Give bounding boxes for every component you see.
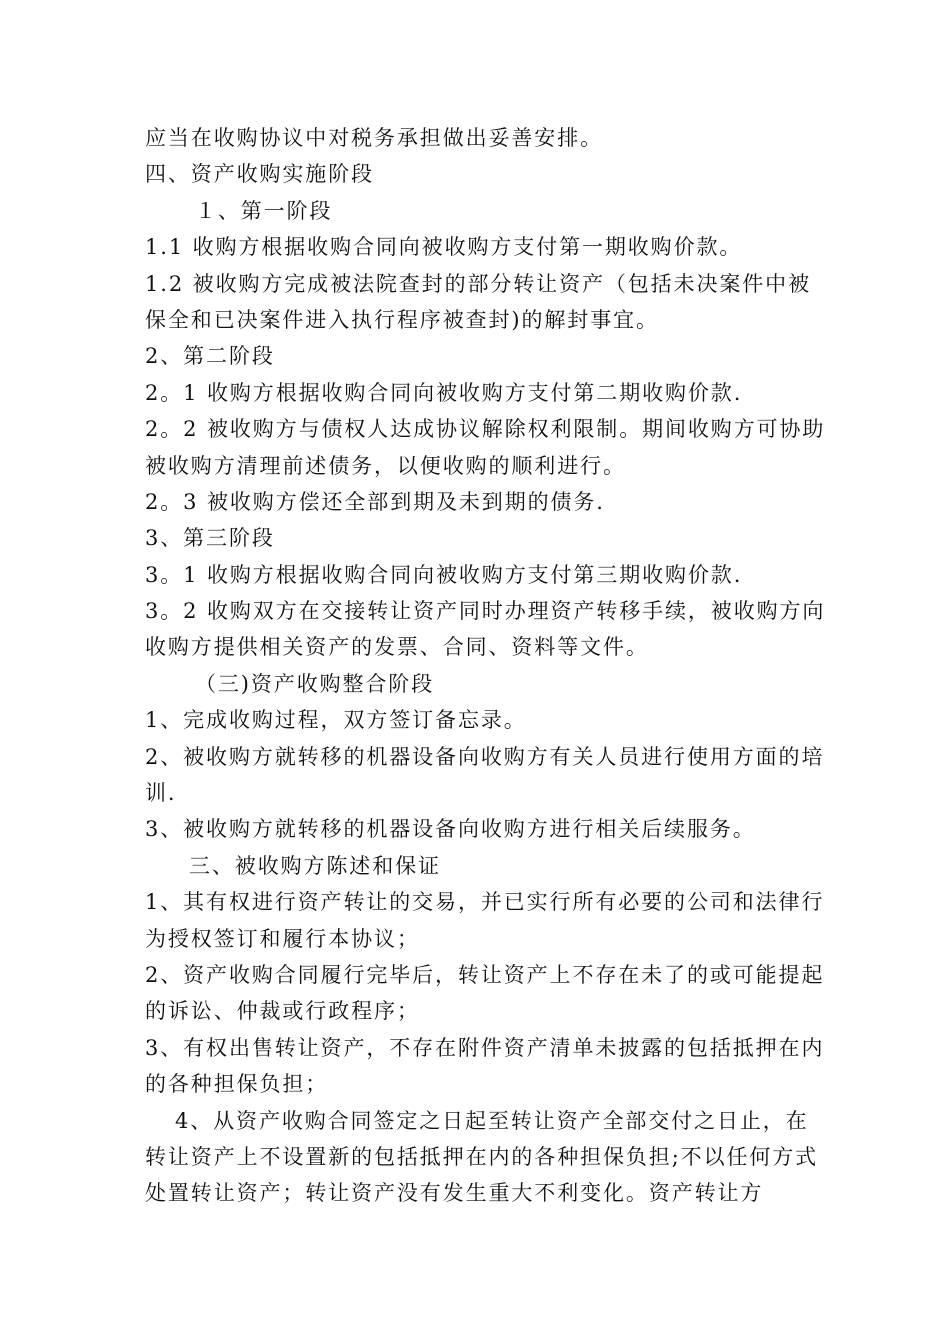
section-heading: 三、被收购方陈述和保证	[189, 853, 441, 878]
text-line: 3。2 收购双方在交接转让资产同时办理资产转移手续，被收购方向	[145, 599, 826, 624]
text-line: 为授权签订和履行本协议；	[145, 926, 420, 951]
text-line: 1.1 收购方根据收购合同向被收购方支付第一期收购价款。	[145, 235, 743, 260]
text-line: 3、有权出售转让资产，不存在附件资产清单未披露的包括抵押在内	[145, 1035, 825, 1060]
text-line: 收购方提供相关资产的发票、合同、资料等文件。	[145, 635, 649, 660]
text-line: 保全和已决案件进入执行程序被查封)的解封事宜。	[145, 307, 659, 332]
subsection-heading: 2、第二阶段	[145, 344, 275, 369]
text-line: 3。1 收购方根据收购合同向被收购方支付第三期收购价款.	[145, 562, 743, 587]
text-line: 1、其有权进行资产转让的交易，并已实行所有必要的公司和法律行	[145, 890, 825, 915]
text-line: 1.2 被收购方完成被法院查封的部分转让资产（包括未决案件中被	[145, 271, 811, 296]
text-line: 转让资产上不设置新的包括抵押在内的各种担保负担;不以任何方式	[145, 1144, 819, 1169]
text-line: 应当在收购协议中对税务承担做出妥善安排。	[145, 126, 603, 150]
text-line: 被收购方清理前述债务，以便收购的顺利进行。	[145, 453, 626, 478]
text-line: 2。1 收购方根据收购合同向被收购方支付第二期收购价款.	[145, 380, 743, 405]
subsection-heading: 3、第三阶段	[145, 526, 275, 551]
text-line: 2、资产收购合同履行完毕后，转让资产上不存在未了的或可能提起	[145, 962, 825, 987]
text-line: 2。3 被收购方偿还全部到期及未到期的债务.	[145, 489, 605, 514]
text-line: 处置转让资产；转让资产没有发生重大不利变化。资产转让方	[145, 1181, 764, 1206]
text-line: 3、被收购方就转移的机器设备向收购方进行相关后续服务。	[145, 817, 756, 842]
section-heading: 四、资产收购实施阶段	[145, 162, 374, 187]
text-line: 2、被收购方就转移的机器设备向收购方有关人员进行使用方面的培	[145, 744, 825, 769]
section-heading: （三)资产收购整合阶段	[195, 671, 435, 696]
text-line: 1、完成收购过程，双方签订备忘录。	[145, 708, 527, 733]
text-line: 训.	[145, 781, 177, 806]
document-body	[145, 120, 826, 1212]
text-line: 的各种担保负担；	[145, 1072, 329, 1097]
text-line: 4、从资产收购合同签定之日起至转让资产全部交付之日止，在	[175, 1108, 809, 1133]
subsection-heading: １、第一阶段	[195, 198, 333, 223]
text-line: 2。2 被收购方与债权人达成协议解除权利限制。期间收购方可协助	[145, 417, 826, 442]
text-line: 的诉讼、仲裁或行政程序；	[145, 999, 420, 1024]
